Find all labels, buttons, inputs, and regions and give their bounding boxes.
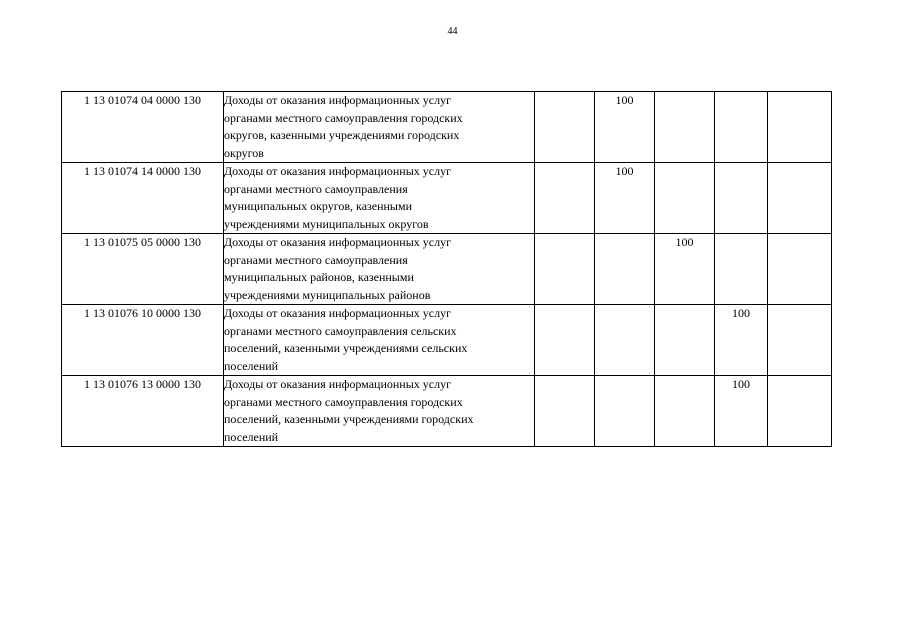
revenue-table [61, 91, 832, 447]
percent-cell [655, 376, 715, 447]
description-line: Доходы от оказания информационных услуг [224, 306, 452, 320]
revenue-code-cell: 1 13 01074 14 0000 130 [62, 163, 224, 234]
description-line: органами местного самоуправления сельских [224, 323, 457, 338]
description-line: Доходы от оказания информационных услуг [224, 164, 452, 178]
description-line: округов [224, 145, 264, 160]
percent-cell [715, 234, 768, 305]
table-row [62, 163, 832, 234]
description-line: учреждениями муниципальных округов [224, 216, 429, 231]
percent-cell [535, 305, 595, 376]
percent-cell: 100 [655, 234, 715, 305]
revenue-code-cell: 1 13 01074 04 0000 130 [62, 92, 224, 163]
percent-cell: 100 [715, 305, 768, 376]
percent-cell [768, 163, 832, 234]
percent-cell [595, 305, 655, 376]
revenue-description-cell [224, 376, 535, 447]
description-line: поселений, казенными учреждениями сельских [224, 341, 468, 355]
revenue-description-cell [224, 234, 535, 305]
description-line: Доходы от оказания информационных услуг [224, 93, 452, 107]
description-line: учреждениями муниципальных районов [224, 287, 431, 302]
percent-cell [655, 163, 715, 234]
description-line: муниципальных округов, казенными [224, 199, 413, 213]
percent-cell [595, 376, 655, 447]
percent-cell [715, 163, 768, 234]
percent-cell [535, 234, 595, 305]
percent-cell [768, 376, 832, 447]
percent-cell: 100 [595, 92, 655, 163]
description-line: поселений [224, 429, 279, 444]
description-line: органами местного самоуправления городских [224, 394, 463, 409]
description-line: поселений [224, 358, 279, 373]
percent-cell [768, 305, 832, 376]
table-row [62, 92, 832, 163]
description-line: органами местного самоуправления [224, 252, 408, 267]
percent-cell [655, 305, 715, 376]
percent-cell [535, 163, 595, 234]
description-line: муниципальных районов, казенными [224, 270, 414, 284]
percent-cell [595, 234, 655, 305]
description-line: органами местного самоуправления [224, 181, 408, 196]
description-line: Доходы от оказания информационных услуг [224, 377, 452, 391]
revenue-description-cell [224, 163, 535, 234]
revenue-code-cell: 1 13 01076 13 0000 130 [62, 376, 224, 447]
percent-cell [535, 92, 595, 163]
table-row [62, 234, 832, 305]
percent-cell: 100 [715, 376, 768, 447]
percent-cell [768, 92, 832, 163]
percent-cell [535, 376, 595, 447]
table-body [62, 92, 832, 447]
table-row [62, 305, 832, 376]
description-line: округов, казенными учреждениями городских [224, 128, 460, 142]
percent-cell: 100 [595, 163, 655, 234]
description-line: органами местного самоуправления городских [224, 110, 463, 125]
description-line: Доходы от оказания информационных услуг [224, 235, 452, 249]
percent-cell [715, 92, 768, 163]
description-line: поселений, казенными учреждениями городских [224, 412, 474, 426]
revenue-code-cell: 1 13 01075 05 0000 130 [62, 234, 224, 305]
revenue-description-cell [224, 92, 535, 163]
table-row [62, 376, 832, 447]
percent-cell [655, 92, 715, 163]
page-number: 44 [447, 26, 458, 37]
percent-cell [768, 234, 832, 305]
revenue-description-cell [224, 305, 535, 376]
revenue-code-cell: 1 13 01076 10 0000 130 [62, 305, 224, 376]
